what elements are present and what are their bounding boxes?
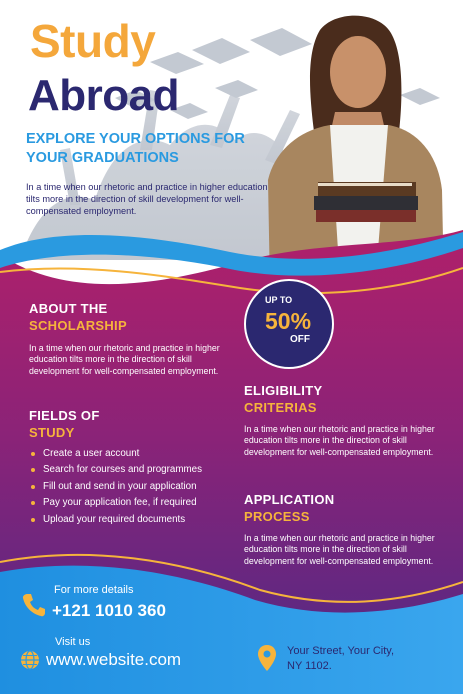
globe-icon bbox=[20, 650, 40, 670]
list-item: Search for courses and programmes bbox=[29, 462, 239, 479]
subtitle: EXPLORE YOUR OPTIONS FOR YOUR GRADUATIONS bbox=[26, 131, 245, 166]
visit-label: Visit us bbox=[55, 636, 91, 648]
phone-icon bbox=[22, 592, 46, 618]
scholarship-text: In a time when our rhetoric and practice in higher education tilts more in the direction of skill development for well-compensated employment. bbox=[29, 342, 220, 376]
badge-up-to: UP TO bbox=[265, 295, 293, 305]
list-item: Pay your application fee, if required bbox=[29, 495, 239, 512]
eligibility-text: In a time when our rhetoric and practice in higher education tilts more in the direction of skill development for well-compensated employment. bbox=[244, 423, 435, 457]
address bbox=[287, 644, 394, 674]
badge-off: OFF bbox=[290, 334, 310, 345]
eligibility-section bbox=[244, 383, 444, 458]
badge-percent: 50% bbox=[265, 308, 312, 334]
title-study: Study bbox=[30, 15, 156, 67]
title-abroad: Abroad bbox=[28, 71, 179, 120]
phone-number[interactable]: +121 1010 360 bbox=[52, 601, 166, 620]
application-heading-2: PROCESS bbox=[244, 508, 310, 524]
intro-text: In a time when our rhetoric and practice in higher education tilts more in the direction of skill development for well-compensated employment. bbox=[26, 182, 268, 216]
address-line-2: NY 1102. bbox=[287, 659, 332, 672]
fields-heading-1: FIELDS OF bbox=[29, 408, 100, 423]
eligibility-heading-2: CRITERIAS bbox=[244, 399, 317, 415]
application-section bbox=[244, 492, 444, 567]
list-item: Upload your required documents bbox=[29, 512, 239, 529]
website-link[interactable]: www.website.com bbox=[46, 650, 182, 669]
fields-list bbox=[29, 446, 239, 529]
fields-section bbox=[29, 408, 239, 528]
scholarship-heading-2: SCHOLARSHIP bbox=[29, 317, 127, 333]
discount-badge bbox=[244, 279, 334, 369]
list-item: Fill out and send in your application bbox=[29, 479, 239, 496]
scholarship-section bbox=[29, 301, 229, 377]
list-item: Create a user account bbox=[29, 446, 239, 463]
application-text: In a time when our rhetoric and practice in higher education tilts more in the direction of skill development for well-compensated employment. bbox=[244, 532, 435, 566]
eligibility-heading-1: ELIGIBILITY bbox=[244, 383, 323, 398]
fields-heading-2: STUDY bbox=[29, 424, 75, 440]
location-pin-icon bbox=[257, 644, 277, 672]
details-label: For more details bbox=[54, 584, 134, 596]
address-line-1: Your Street, Your City, bbox=[287, 645, 395, 657]
scholarship-heading-1: ABOUT THE bbox=[29, 301, 108, 316]
application-heading-1: APPLICATION bbox=[244, 492, 335, 507]
